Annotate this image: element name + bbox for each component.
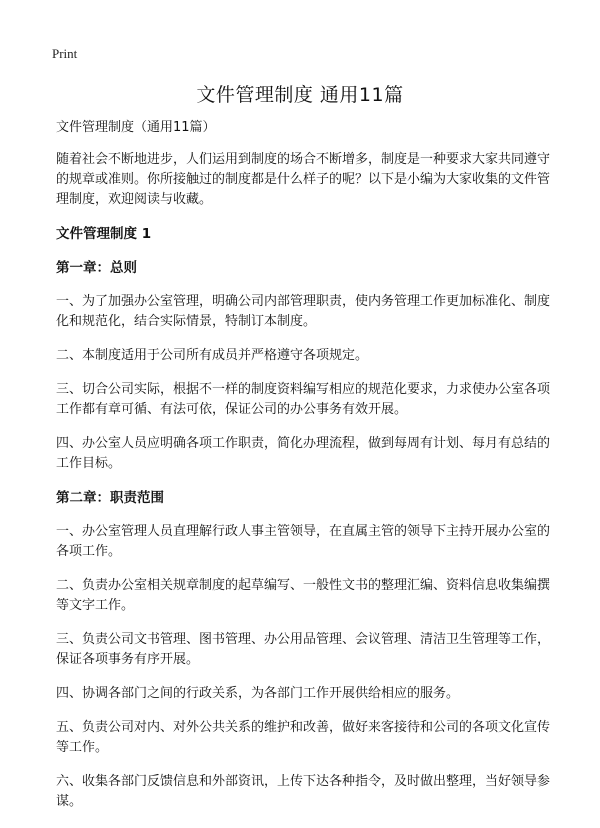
article-paragraph: 六、收集各部门反馈信息和外部资讯，上传下达各种指令，及时做出整理，当好领导参谋。 — [56, 774, 551, 809]
article-paragraph: 三、切合公司实际，根据不一样的制度资料编写相应的规范化要求，力求使办公室各项工作都有章可循、有法可依，保证公司的办公事务有效开展。 — [56, 382, 551, 417]
document-body — [56, 118, 551, 826]
page-title: 文件管理制度 通用11篇 — [196, 84, 404, 106]
section-heading: 文件管理制度 1 — [56, 226, 152, 242]
article-paragraph: 一、为了加强办公室管理，明确公司内部管理职责，使内务管理工作更加标准化、制度化和规范化，结合实际情景，特制订本制度。 — [56, 294, 551, 329]
article-paragraph: 四、协调各部门之间的行政关系，为各部门工作开展供给相应的服务。 — [56, 686, 460, 701]
article-paragraph: 五、负责公司对内、对外公共关系的维护和改善，做好来客接待和公司的各项文化宣传等工作。 — [56, 720, 551, 755]
article-paragraph: 二、本制度适用于公司所有成员并严格遵守各项规定。 — [56, 348, 369, 363]
document-subtitle: 文件管理制度（通用11篇） — [56, 120, 216, 135]
print-link[interactable]: Print — [52, 46, 78, 61]
article-paragraph: 三、负责公司文书管理、图书管理、办公用品管理、会议管理、清洁卫生管理等工作，保证各项事务有序开展。 — [56, 632, 551, 667]
article-paragraph: 四、办公室人员应明确各项工作职责，简化办理流程，做到每周有计划、每月有总结的工作目标。 — [56, 436, 551, 471]
intro-paragraph: 随着社会不断地进步，人们运用到制度的场合不断增多，制度是一种要求大家共同遵守的规章或准则。你所接触过的制度都是什么样子的呢？以下是小编为大家收集的文件管理制度，欢迎阅读与收藏。 — [56, 152, 551, 207]
chapter-heading: 第二章：职责范围 — [56, 490, 164, 506]
article-paragraph: 二、负责办公室相关规章制度的起草编写、一般性文书的整理汇编、资料信息收集编撰等文字工作。 — [56, 578, 551, 613]
article-paragraph: 一、办公室管理人员直理解行政人事主管领导，在直属主管的领导下主持开展办公室的各项工作。 — [56, 524, 551, 559]
chapter-heading: 第一章：总则 — [56, 260, 137, 276]
